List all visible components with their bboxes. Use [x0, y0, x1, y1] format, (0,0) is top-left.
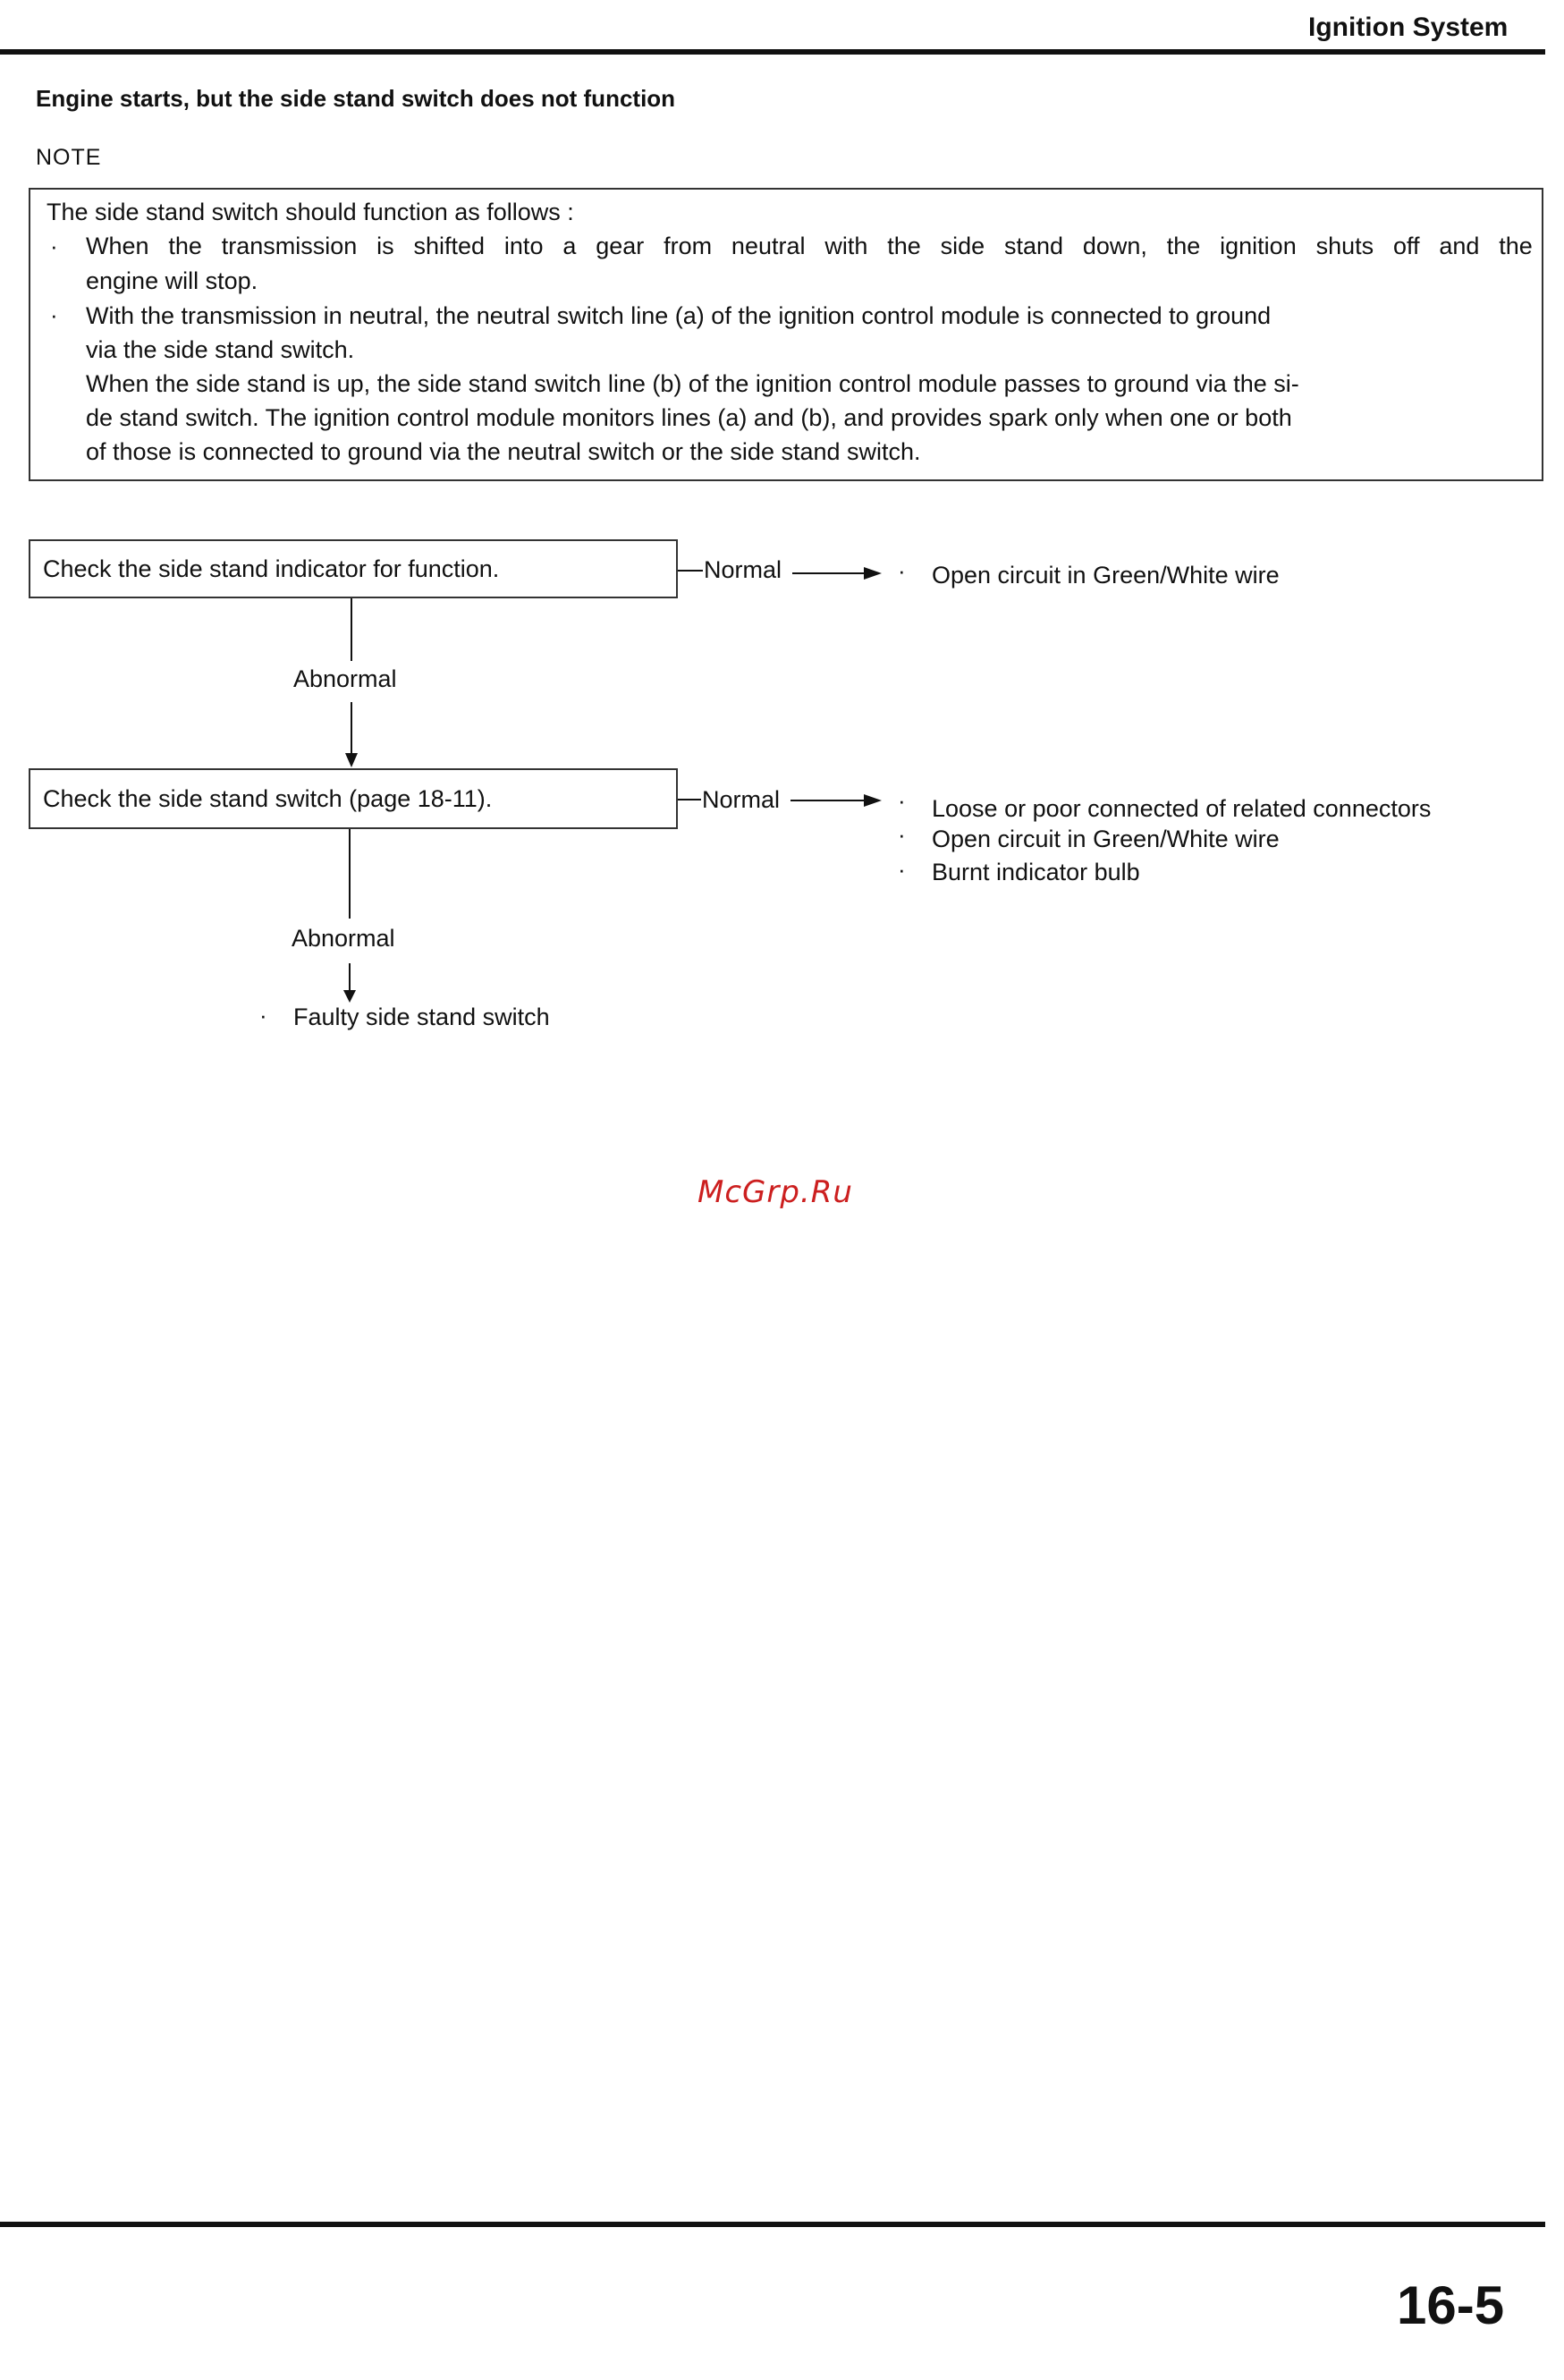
- note-bullet-2-line-5: of those is connected to ground via the neutral switch or the side stand switch.: [86, 438, 921, 465]
- note-intro: The side stand switch should function as follows :: [46, 199, 574, 225]
- flow-step-2-result-1: Loose or poor connected of related connectors: [932, 795, 1432, 822]
- section-title: Ignition System: [1308, 13, 1509, 42]
- bullet-dot: ·: [898, 557, 906, 584]
- flow-step-2-result-2: Open circuit in Green/White wire: [932, 826, 1280, 852]
- arrow-line: [351, 702, 352, 758]
- bullet-dot: ·: [50, 301, 58, 328]
- page-subtitle: Engine starts, but the side stand switch does not function: [36, 85, 676, 112]
- bullet-dot: ·: [50, 233, 58, 259]
- page-number: 16-5: [1397, 2275, 1505, 2335]
- footer-rule: [0, 2222, 1545, 2227]
- note-bullet-1-line-2: engine will stop.: [86, 267, 258, 294]
- note-bullet-1-line-1: When the transmission is shifted into a gear from neutral with the side stand down, the ignition shuts off and the: [86, 233, 1533, 259]
- note-bullet-2-line-4: de stand switch. The ignition control module monitors lines (a) and (b), and provides spark only when one or both: [86, 404, 1292, 431]
- bullet-dot: ·: [898, 787, 906, 814]
- flow-step-1-box: Check the side stand indicator for function.: [29, 539, 678, 598]
- connector-line: [349, 829, 351, 919]
- flow-step-2-result-3: Burnt indicator bulb: [932, 859, 1140, 885]
- arrow-head-icon: [343, 990, 356, 1003]
- arrow-line: [792, 572, 864, 574]
- connector-line: [351, 598, 352, 661]
- flow-step-2-normal-label: Normal: [702, 786, 781, 813]
- flow-step-1-normal-label: Normal: [704, 556, 782, 583]
- bullet-dot: ·: [898, 821, 906, 848]
- arrow-head-icon: [864, 794, 882, 807]
- note-bullet-2-line-3: When the side stand is up, the side stand switch line (b) of the ignition control module passes to ground via the si-: [86, 370, 1299, 397]
- connector-line: [678, 799, 701, 800]
- note-bullet-2-line-2: via the side stand switch.: [86, 336, 355, 363]
- bullet-dot: ·: [898, 856, 906, 883]
- connector-line: [678, 570, 703, 572]
- flow-step-2-box: Check the side stand switch (page 18-11).: [29, 768, 678, 829]
- flow-step-2-abnormal-label: Abnormal: [292, 925, 395, 952]
- note-label: NOTE: [36, 145, 102, 170]
- flow-step-1-abnormal-label: Abnormal: [293, 665, 397, 692]
- header-rule: [0, 49, 1545, 55]
- note-box: [29, 188, 1543, 481]
- arrow-head-icon: [864, 567, 882, 580]
- note-bullet-2-line-1: With the transmission in neutral, the neutral switch line (a) of the ignition control module is connected to ground: [86, 302, 1272, 329]
- arrow-head-icon: [345, 753, 358, 767]
- flow-final-result: Faulty side stand switch: [293, 1004, 550, 1030]
- bullet-dot: ·: [259, 1002, 267, 1029]
- flow-step-1-result: Open circuit in Green/White wire: [932, 562, 1280, 589]
- watermark: McGrp.Ru: [697, 1174, 853, 1210]
- arrow-line: [790, 800, 864, 801]
